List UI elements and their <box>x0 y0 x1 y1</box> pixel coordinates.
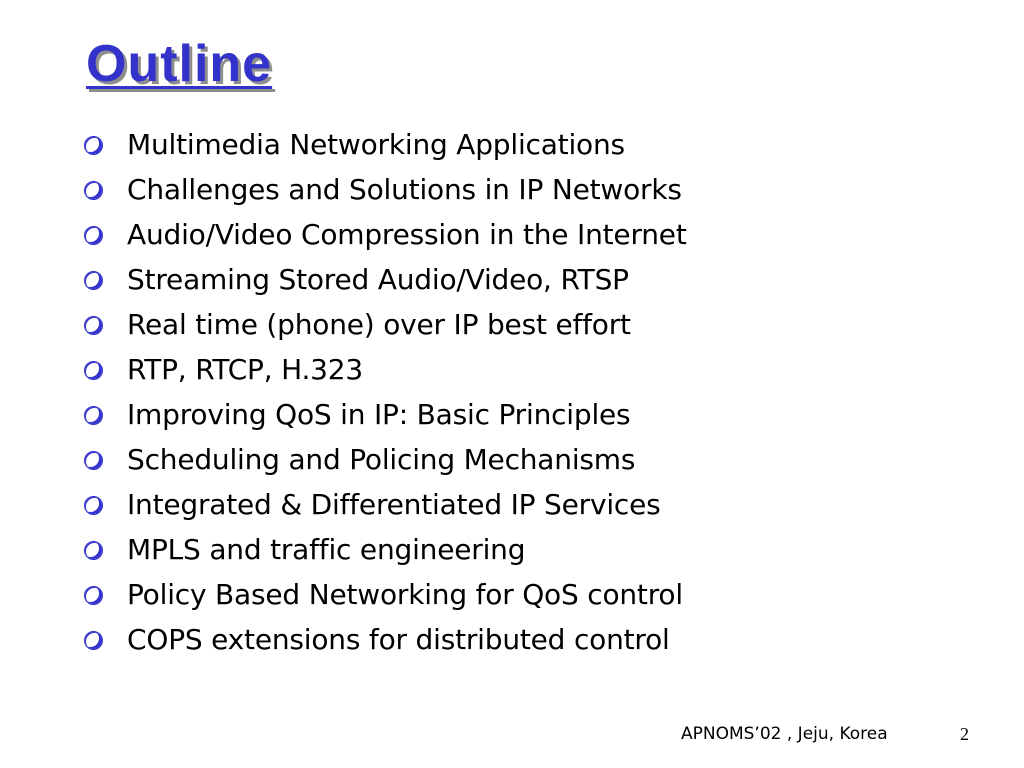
list-item-text: Policy Based Networking for QoS control <box>127 578 683 611</box>
bullet-icon <box>84 316 103 335</box>
bullet-icon <box>84 181 103 200</box>
list-item <box>84 347 687 392</box>
list-item-text: Streaming Stored Audio/Video, RTSP <box>127 263 629 296</box>
bullet-icon <box>84 631 103 650</box>
list-item <box>84 122 687 167</box>
bullet-icon <box>84 586 103 605</box>
list-item <box>84 302 687 347</box>
list-item <box>84 527 687 572</box>
list-item <box>84 617 687 662</box>
list-item <box>84 437 687 482</box>
list-item <box>84 572 687 617</box>
list-item <box>84 212 687 257</box>
bullet-icon <box>84 226 103 245</box>
list-item-text: MPLS and traffic engineering <box>127 533 526 566</box>
list-item-text: Integrated & Differentiated IP Services <box>127 488 661 521</box>
bullet-icon <box>84 406 103 425</box>
list-item-text: Audio/Video Compression in the Internet <box>127 218 687 251</box>
list-item-text: Scheduling and Policing Mechanisms <box>127 443 636 476</box>
list-item <box>84 167 687 212</box>
list-item-text: Improving QoS in IP: Basic Principles <box>127 398 631 431</box>
slide-title: Outline <box>86 35 273 93</box>
list-item <box>84 482 687 527</box>
bullet-icon <box>84 496 103 515</box>
outline-list <box>84 122 687 662</box>
list-item-text: RTP, RTCP, H.323 <box>127 353 364 386</box>
bullet-icon <box>84 136 103 155</box>
bullet-icon <box>84 361 103 380</box>
bullet-icon <box>84 541 103 560</box>
page-number: 2 <box>960 724 969 744</box>
bullet-icon <box>84 271 103 290</box>
list-item <box>84 392 687 437</box>
list-item-text: Multimedia Networking Applications <box>127 128 625 161</box>
list-item <box>84 257 687 302</box>
footer-text: APNOMS’02 , Jeju, Korea <box>681 724 888 744</box>
bullet-icon <box>84 451 103 470</box>
list-item-text: Challenges and Solutions in IP Networks <box>127 173 682 206</box>
list-item-text: Real time (phone) over IP best effort <box>127 308 631 341</box>
list-item-text: COPS extensions for distributed control <box>127 623 670 656</box>
